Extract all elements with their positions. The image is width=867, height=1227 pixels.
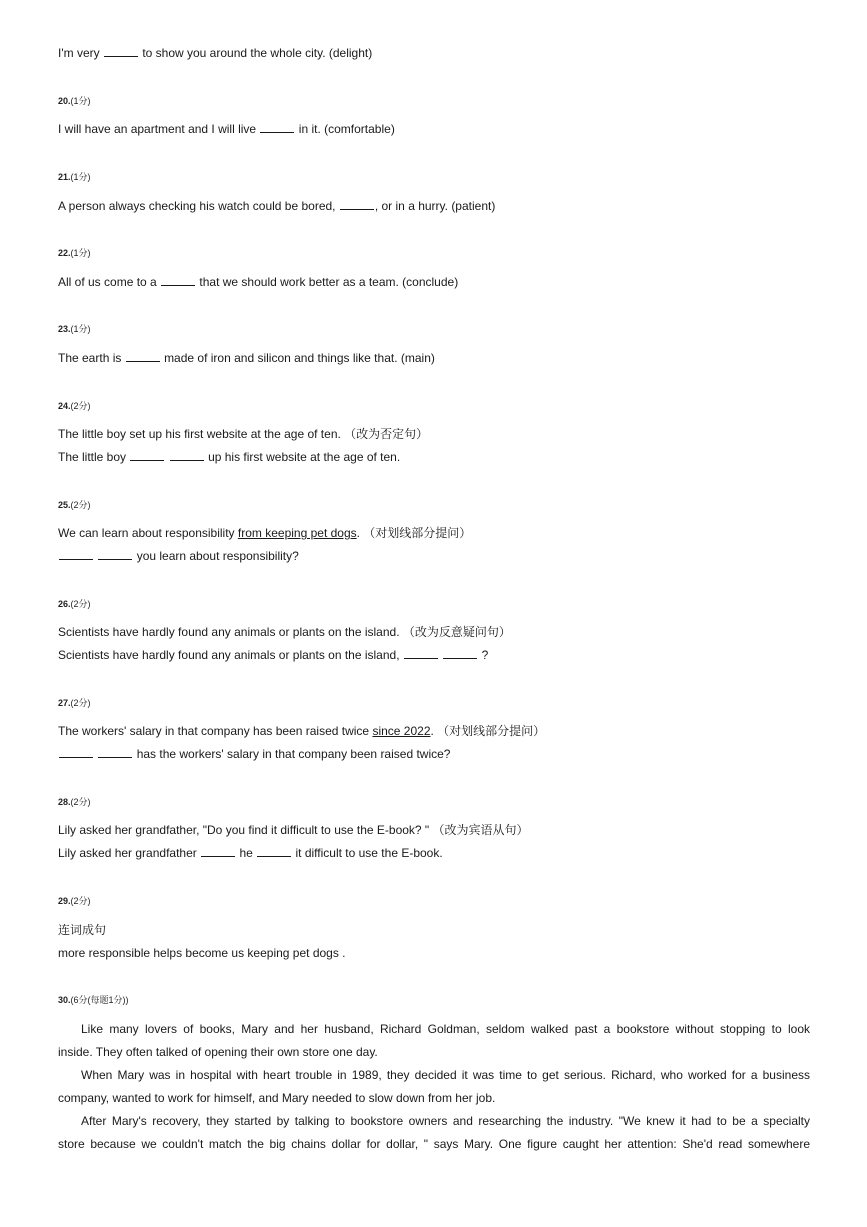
q27-score: (2分) [70,698,91,708]
q23-text-after: made of iron and silicon and things like that. (main) [164,351,435,365]
q20-text-after: in it. (comfortable) [298,122,395,136]
q30-score: (6分(每题1分)) [70,995,129,1005]
q22-blank[interactable] [161,274,195,286]
q24-blank-2[interactable] [170,449,204,461]
q27-answer-line [58,746,450,762]
q22-text-after: that we should work better as a team. (conclude) [199,275,459,289]
q19-text-after: to show you around the whole city. (delight) [142,46,373,60]
q25-answer-line [58,548,299,564]
q24-blank-1[interactable] [130,449,164,461]
q20-text-before: I will have an apartment and I will live [58,122,257,136]
q26-prompt: Scientists have hardly found any animals or plants on the island. （改为反意疑问句） [58,625,511,639]
q24-score: (2分) [70,401,91,411]
q19-text-before: I'm very [58,46,100,60]
q26-blank-2[interactable] [443,647,477,659]
q29-score: (2分) [70,896,91,906]
q25-text-after: . （对划线部分提问） [356,526,472,540]
q30-passage [58,1018,810,1156]
q24-answer-line [58,449,400,465]
q25-header [58,499,91,511]
q21-blank[interactable] [340,198,374,210]
q29-instruction: 连词成句 [58,923,107,937]
q21-header [58,171,91,183]
q25-number: 25. [58,500,71,510]
q29-header [58,895,91,907]
q23-score: (1分) [70,324,91,334]
q26-header [58,598,91,610]
q21-score: (1分) [70,172,91,182]
q27-text-before: The workers' salary in that company has been raised twice [58,724,370,738]
q26-text-before: Scientists have hardly found any animals or plants on the island, [58,648,400,662]
q24-number: 24. [58,401,71,411]
q23-header [58,323,91,335]
q19-sentence [58,45,372,61]
q22-score: (1分) [70,248,91,258]
q19-blank[interactable] [104,45,138,57]
q20-number: 20. [58,96,71,106]
q30-number: 30. [58,995,71,1005]
passage-para-2-line-2: company, wanted to work for himself, and Mary needed to slow down from her job. [58,1091,496,1105]
passage-para-3-line-1: After Mary's recovery, they started by talking to bookstore owners and researching the industry. "We knew it had to be a specialty [81,1114,810,1128]
q28-number: 28. [58,797,71,807]
q27-blank-1[interactable] [59,746,93,758]
q21-text-after: , or in a hurry. (patient) [374,199,496,213]
q22-text-before: All of us come to a [58,275,157,289]
q28-prompt: Lily asked her grandfather, "Do you find it difficult to use the E-book? " （改为宾语从句） [58,823,529,837]
q26-text-after: ? [481,648,489,662]
q20-sentence [58,121,395,137]
q27-header [58,697,91,709]
q22-number: 22. [58,248,71,258]
q24-text-before: The little boy [58,450,127,464]
q27-number: 27. [58,698,71,708]
q21-sentence [58,198,495,214]
q24-prompt: The little boy set up his first website at the age of ten. （改为否定句） [58,427,429,441]
q25-blank-2[interactable] [98,548,132,560]
q27-answer-text: has the workers' salary in that company been raised twice? [136,747,451,761]
q23-sentence [58,350,435,366]
q23-blank[interactable] [126,350,160,362]
q20-header [58,95,91,107]
q26-number: 26. [58,599,71,609]
q27-blank-2[interactable] [98,746,132,758]
q25-underlined-phrase: from keeping pet dogs [237,526,357,540]
q30-header [58,994,129,1006]
q28-blank-1[interactable] [201,845,235,857]
q27-text-after: . （对划线部分提问） [430,724,546,738]
q25-score: (2分) [70,500,91,510]
q28-blank-2[interactable] [257,845,291,857]
q27-underlined-phrase: since 2022 [372,724,431,738]
q25-text-before: We can learn about responsibility [58,526,235,540]
q20-blank[interactable] [260,121,294,133]
q25-answer-text: you learn about responsibility? [136,549,299,563]
q21-number: 21. [58,172,71,182]
q24-header [58,400,91,412]
passage-para-1-line-2: inside. They often talked of opening their own store one day. [58,1045,378,1059]
q23-number: 23. [58,324,71,334]
q26-score: (2分) [70,599,91,609]
q29-word-list: more responsible helps become us keeping pet dogs . [58,946,346,960]
q23-text-before: The earth is [58,351,122,365]
q20-score: (1分) [70,96,91,106]
q28-text-before: Lily asked her grandfather [58,846,197,860]
q26-answer-line [58,647,488,663]
q28-header [58,796,91,808]
q24-text-after: up his first website at the age of ten. [208,450,401,464]
q25-blank-1[interactable] [59,548,93,560]
q25-prompt [58,525,471,541]
q28-answer-line [58,845,443,861]
q27-prompt [58,723,545,739]
q22-header [58,247,91,259]
q22-sentence [58,274,458,290]
q28-score: (2分) [70,797,91,807]
passage-para-3-line-2: store because we couldn't match the big chains dollar for dollar, " says Mary. One figure caught her attention: She'd read somewhere [58,1137,810,1151]
q21-text-before: A person always checking his watch could be bored, [58,199,336,213]
q28-text-after: it difficult to use the E-book. [295,846,443,860]
q28-text-mid: he [239,846,253,860]
q29-number: 29. [58,896,71,906]
passage-para-1-line-1: Like many lovers of books, Mary and her husband, Richard Goldman, seldom walked past a bookstore without stopping to look [81,1022,810,1036]
q26-blank-1[interactable] [404,647,438,659]
passage-para-2-line-1: When Mary was in hospital with heart trouble in 1989, they decided it was time to get serious. Richard, who worked for a business [81,1068,810,1082]
